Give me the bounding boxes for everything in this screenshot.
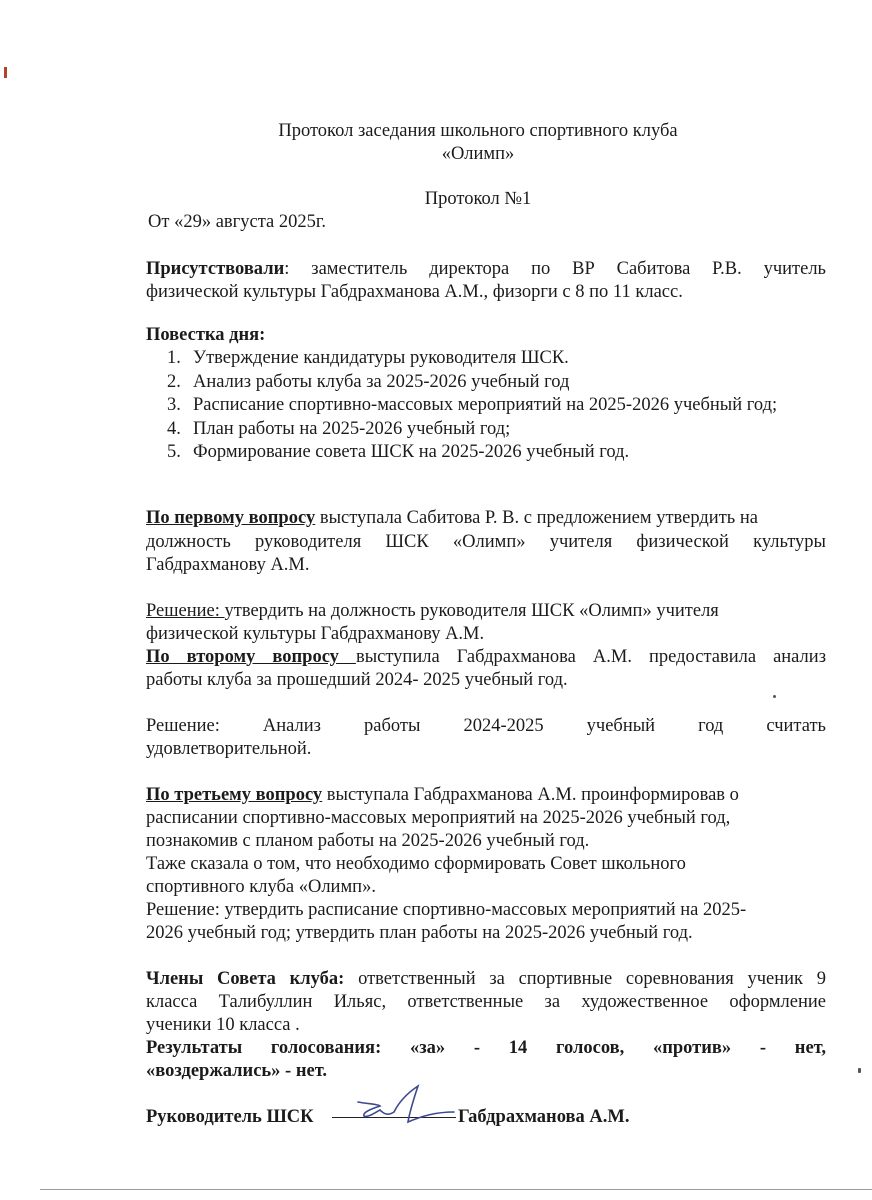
attendees-label: Присутствовали — [146, 259, 285, 279]
agenda-item-number: 5. — [167, 442, 181, 462]
protocol-date: От «29» августа 2025г. — [148, 212, 326, 232]
q3-line-3: познакомив с планом работы на 2025-2026 учебный год. — [146, 831, 590, 851]
q3-line-4: Таже сказала о том, что необходимо сформировать Совет школьного — [146, 854, 686, 874]
signature-label: Руководитель ШСК — [146, 1107, 314, 1127]
q3-decision-line-2: 2026 учебный год; утвердить план работы на 2025-2026 учебный год. — [146, 923, 693, 943]
handwritten-signature — [350, 1082, 460, 1126]
agenda-item-text: Утверждение кандидатуры руководителя ШСК. — [193, 348, 569, 368]
title-line-1: Протокол заседания школьного спортивного клуба — [278, 121, 678, 141]
agenda-item — [146, 441, 826, 465]
q2-label: По втором — [146, 647, 247, 667]
page-bottom-edge — [40, 1189, 872, 1190]
agenda-item-text: План работы на 2025-2026 учебный год; — [193, 418, 511, 439]
q1-line-3: Габдрахманову А.М. — [146, 555, 310, 575]
voting-line-2: «воздержались» - нет. — [146, 1061, 328, 1081]
q1-line-1 — [146, 507, 758, 531]
agenda-item-number: 4. — [167, 418, 181, 439]
decision2-line-1: Решение: Анализ работы 2024-2025 учебный год считать — [146, 716, 826, 736]
attendees-text: : заместитель директора по ВР Сабитова Р.В. учитель — [284, 259, 826, 279]
q3-line-5: спортивного клуба «Олимп». — [146, 877, 376, 897]
agenda-item — [146, 394, 826, 418]
signature-name: Габдрахманова А.М. — [458, 1107, 630, 1127]
decision1-line-1 — [146, 600, 719, 624]
decision1-text: утвердить на должность руководителя ШСК «Олимп» учителя — [224, 601, 719, 621]
agenda-item-text: Анализ работы клуба за 2025-2026 учебный год — [193, 371, 570, 392]
agenda-label: Повестка дня: — [146, 325, 266, 345]
council-line-2: класса Талибуллин Ильяс, ответственные за художественное оформление — [146, 992, 826, 1012]
agenda-item-number: 3. — [167, 395, 181, 415]
scan-mark — [4, 67, 7, 78]
q2-label-tail: у вопросу — [246, 647, 356, 667]
agenda-item — [146, 371, 826, 395]
protocol-number: Протокол №1 — [424, 189, 532, 209]
council-text: ответственный за спортивные соревнования ученик 9 — [344, 969, 827, 989]
attendees-line-1 — [146, 258, 826, 282]
q3-text: выступала Габдрахманова А.М. проинформировав о — [322, 785, 739, 805]
q3-label: По третьему вопросу — [146, 785, 323, 805]
title-line-2: «Олимп» — [441, 144, 515, 164]
agenda-item-number: 2. — [167, 371, 181, 392]
decision2-line-2: удовлетворительной. — [146, 739, 312, 759]
council-line-1 — [146, 968, 826, 992]
dust-dot — [858, 1068, 861, 1073]
q2-text: выступила Габдрахманова А.М. предоставила анализ — [355, 647, 827, 667]
decision1-line-2: физической культуры Габдрахманову А.М. — [146, 624, 485, 644]
q3-decision-line-1: Решение: утвердить расписание спортивно-массовых мероприятий на 2025- — [146, 900, 747, 920]
dust-dot — [773, 695, 776, 698]
agenda-list — [146, 347, 826, 465]
agenda-item-text: Расписание спортивно-массовых мероприятий на 2025-2026 учебный год; — [193, 395, 778, 415]
q3-line-1 — [146, 784, 739, 808]
attendees-line-2: физической культуры Габдрахманова А.М., физорги с 8 по 11 класс. — [146, 282, 683, 302]
agenda-item — [146, 418, 826, 442]
q2-line-1 — [146, 646, 826, 670]
agenda-item-number: 1. — [167, 348, 181, 368]
q1-text: выступала Сабитова Р. В. с предложением утвердить на — [315, 508, 758, 528]
q3-line-2: расписании спортивно-массовых мероприятий на 2025-2026 учебный год, — [146, 808, 731, 828]
q1-label: По первому вопросу — [146, 508, 316, 528]
agenda-item — [146, 347, 826, 371]
decision1-label: Решение: — [146, 601, 225, 621]
q2-line-2: работы клуба за прошедший 2024- 2025 учебный год. — [146, 670, 568, 690]
q1-line-2: должность руководителя ШСК «Олимп» учителя физической культуры — [146, 532, 826, 552]
council-line-3: ученики 10 класса . — [146, 1015, 300, 1035]
council-label: Члены Совета клуба: — [146, 969, 345, 989]
voting-line-1: Результаты голосования: «за» - 14 голосов, «против» - нет, — [146, 1038, 826, 1058]
agenda-item-text: Формирование совета ШСК на 2025-2026 учебный год. — [193, 442, 630, 462]
